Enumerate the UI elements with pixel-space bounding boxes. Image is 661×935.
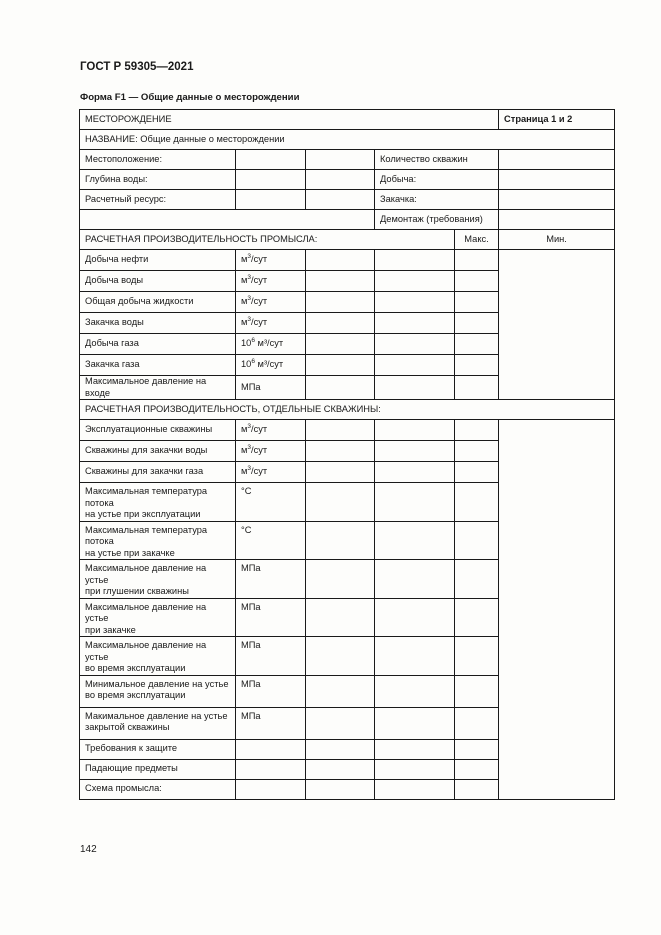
value-cell[interactable] — [306, 376, 375, 400]
location-label: Местоположение: — [80, 150, 236, 170]
unit-cell: МПа — [236, 598, 306, 637]
empty-cell — [80, 210, 375, 230]
value-cell[interactable] — [306, 292, 375, 313]
table-row — [80, 759, 615, 779]
unit-tail: /сут — [251, 317, 268, 328]
design-life-value-2[interactable] — [306, 190, 375, 210]
production-value[interactable] — [499, 170, 615, 190]
unit-cell — [236, 313, 306, 334]
max-value-cell[interactable] — [375, 441, 455, 462]
unit-base: МПа — [241, 381, 261, 392]
max-value-cell[interactable] — [375, 759, 455, 779]
parameter-label-line2: на устье при эксплуатации — [85, 509, 201, 519]
section-header-row — [80, 400, 615, 420]
general-row — [80, 210, 615, 230]
max-value-cell[interactable] — [375, 521, 455, 560]
max-value-cell[interactable] — [375, 271, 455, 292]
unit-cell — [236, 420, 306, 441]
value-cell[interactable] — [306, 313, 375, 334]
unit-cell — [236, 250, 306, 271]
value-cell[interactable] — [306, 779, 375, 799]
value-cell[interactable] — [306, 355, 375, 376]
unit-base: м — [241, 254, 248, 265]
value-cell[interactable] — [306, 598, 375, 637]
max-value-cell[interactable] — [375, 675, 455, 707]
unit-cell: МПа — [236, 675, 306, 707]
name-row — [80, 130, 615, 150]
unit-cell — [236, 462, 306, 483]
section1-max: Макс. — [455, 230, 499, 250]
section1-min: Мин. — [499, 230, 615, 250]
section2-title: РАСЧЕТНАЯ ПРОИЗВОДИТЕЛЬНОСТЬ, ОТДЕЛЬНЫЕ СКВАЖИНЫ: — [80, 400, 615, 420]
value-cell[interactable] — [306, 707, 375, 739]
value-cell[interactable] — [306, 483, 375, 522]
max-value-cell[interactable] — [375, 707, 455, 739]
min-value-cell[interactable] — [455, 376, 499, 400]
parameter-label — [80, 675, 236, 707]
table-row — [80, 441, 615, 462]
unit-cell — [236, 271, 306, 292]
parameter-label — [80, 598, 236, 637]
max-value-cell[interactable] — [375, 313, 455, 334]
value-cell[interactable] — [306, 739, 375, 759]
unit-cell: °C — [236, 521, 306, 560]
min-value-cell[interactable] — [455, 334, 499, 355]
unit-tail: /сут — [251, 296, 268, 307]
parameter-label: Скважины для закачки газа — [80, 462, 236, 483]
min-value-cell[interactable] — [455, 598, 499, 637]
unit-cell: МПа — [236, 560, 306, 599]
location-value-2[interactable] — [306, 150, 375, 170]
unit-base: м — [241, 424, 248, 435]
parameter-label — [80, 483, 236, 522]
unit-tail: /сут — [251, 275, 268, 286]
page-number: 142 — [80, 844, 97, 855]
table-row — [80, 250, 615, 271]
parameter-label: Закачка воды — [80, 313, 236, 334]
table-row — [80, 598, 615, 637]
page-label: Страница 1 и 2 — [499, 110, 615, 130]
max-value-cell[interactable] — [375, 739, 455, 759]
value-cell[interactable] — [306, 250, 375, 271]
unit-cell — [236, 441, 306, 462]
unit-base: 10 — [241, 359, 252, 370]
unit-superscript: 3 — [247, 295, 252, 303]
unit-tail: м³/сут — [254, 359, 284, 370]
parameter-label-line2: во время эксплуатации — [85, 690, 186, 700]
parameter-label-line2: закрытой скважины — [85, 722, 170, 732]
max-value-cell[interactable] — [375, 355, 455, 376]
water-depth-value-2[interactable] — [306, 170, 375, 190]
max-value-cell[interactable] — [375, 637, 455, 676]
max-value-cell[interactable] — [375, 250, 455, 271]
unit-superscript: 3 — [247, 423, 252, 431]
section-header-row — [80, 230, 615, 250]
table-row — [80, 739, 615, 759]
parameter-label-line2: при закачке — [85, 624, 136, 635]
parameter-label: Добыча нефти — [80, 250, 236, 271]
unit-base: м — [241, 466, 248, 477]
unit-superscript: 6 — [251, 358, 255, 366]
table-row — [80, 334, 615, 355]
min-value-cell[interactable] — [455, 739, 499, 759]
max-value-cell[interactable] — [375, 292, 455, 313]
unit-base: м — [241, 317, 248, 328]
parameter-label-line1: Максимальная температура потока — [85, 524, 208, 546]
min-value-cell[interactable] — [455, 271, 499, 292]
value-cell[interactable] — [306, 521, 375, 560]
min-value-cell[interactable] — [455, 675, 499, 707]
parameter-label-line2: во время эксплуатации — [85, 663, 186, 673]
unit-cell — [236, 759, 306, 779]
value-cell[interactable] — [306, 334, 375, 355]
unit-superscript: 6 — [251, 337, 255, 345]
form-table — [79, 109, 615, 800]
min-value-cell[interactable] — [455, 462, 499, 483]
table-row — [80, 376, 615, 400]
parameter-label: Закачка газа — [80, 355, 236, 376]
injection-value[interactable] — [499, 190, 615, 210]
table-row — [80, 462, 615, 483]
field-label: МЕСТОРОЖДЕНИЕ — [80, 110, 499, 130]
unit-cell — [236, 292, 306, 313]
parameter-label-line1: Максимальное давление на устье — [85, 601, 207, 623]
table-row — [80, 355, 615, 376]
injection-label: Закачка: — [375, 190, 499, 210]
value-cell[interactable] — [306, 759, 375, 779]
name-label: НАЗВАНИЕ: Общие данные о месторождении — [80, 130, 615, 150]
unit-cell — [236, 739, 306, 759]
table-row — [80, 560, 615, 599]
value-cell[interactable] — [306, 420, 375, 441]
unit-superscript: 3 — [247, 444, 252, 452]
max-value-cell[interactable] — [375, 598, 455, 637]
unit-tail: м³/сут — [254, 338, 284, 349]
max-value-cell[interactable] — [375, 462, 455, 483]
table-row — [80, 292, 615, 313]
min-value-cell[interactable] — [455, 483, 499, 522]
parameter-label — [80, 637, 236, 676]
table-row — [80, 420, 615, 441]
unit-tail: /сут — [251, 466, 268, 477]
field-row — [80, 110, 615, 130]
unit-base: 10 — [241, 338, 252, 349]
max-value-cell[interactable] — [375, 420, 455, 441]
water-depth-label: Глубина воды: — [80, 170, 236, 190]
parameter-label: Скважины для закачки воды — [80, 441, 236, 462]
table-row — [80, 313, 615, 334]
min-value-cell[interactable] — [455, 441, 499, 462]
min-value-cell[interactable] — [455, 420, 499, 441]
parameter-label: Падающие предметы — [80, 759, 236, 779]
parameter-label: Эксплуатационные скважины — [80, 420, 236, 441]
parameter-label: Максимальное давление на входе — [80, 376, 236, 400]
min-value-cell[interactable] — [455, 521, 499, 560]
min-value-cell[interactable] — [455, 707, 499, 739]
parameter-label — [80, 521, 236, 560]
table-row — [80, 271, 615, 292]
unit-superscript: 3 — [247, 465, 252, 473]
unit-cell: °C — [236, 483, 306, 522]
design-life-label: Расчетный ресурс: — [80, 190, 236, 210]
parameter-label-line2: при глушении скважины — [85, 586, 189, 596]
parameter-label — [80, 707, 236, 739]
unit-base: м — [241, 445, 248, 456]
parameter-label: Добыча воды — [80, 271, 236, 292]
max-value-cell[interactable] — [375, 560, 455, 599]
value-cell[interactable] — [306, 637, 375, 676]
value-cell[interactable] — [306, 462, 375, 483]
unit-tail: /сут — [251, 445, 268, 456]
unit-cell — [236, 355, 306, 376]
max-value-cell[interactable] — [375, 334, 455, 355]
parameter-label-line1: Максимальное давление на устье — [85, 563, 207, 585]
parameter-label: Добыча газа — [80, 334, 236, 355]
table-row — [80, 779, 615, 799]
table-row — [80, 521, 615, 560]
unit-base: м — [241, 275, 248, 286]
value-cell[interactable] — [306, 271, 375, 292]
form-caption: Форма F1 — Общие данные о месторождении — [80, 92, 300, 103]
standard-header: ГОСТ Р 59305—2021 — [80, 61, 194, 73]
table-row — [80, 483, 615, 522]
min-value-cell[interactable] — [455, 355, 499, 376]
unit-tail: /сут — [251, 424, 268, 435]
min-value-cell[interactable] — [455, 250, 499, 271]
water-depth-value[interactable] — [236, 170, 306, 190]
unit-superscript: 3 — [247, 274, 252, 282]
parameter-label: Схема промысла: — [80, 779, 236, 799]
general-row — [80, 170, 615, 190]
table-row — [80, 675, 615, 707]
value-cell[interactable] — [306, 441, 375, 462]
unit-cell: МПа — [236, 637, 306, 676]
value-cell[interactable] — [306, 675, 375, 707]
section1-title: РАСЧЕТНАЯ ПРОИЗВОДИТЕЛЬНОСТЬ ПРОМЫСЛА: — [80, 230, 455, 250]
well-count-label: Количество скважин — [375, 150, 499, 170]
parameter-label-line1: Максимальная температура потока — [85, 486, 208, 508]
min-value-cell[interactable] — [455, 560, 499, 599]
unit-cell — [236, 779, 306, 799]
min-value-cell[interactable] — [455, 759, 499, 779]
min-value-cell[interactable] — [455, 637, 499, 676]
parameter-label-line2: на устье при закачке — [85, 547, 175, 558]
parameter-label: Требования к защите — [80, 739, 236, 759]
unit-superscript: 3 — [247, 316, 252, 324]
parameter-label-line1: Максимальное давление на устье — [85, 640, 207, 662]
max-value-cell[interactable] — [375, 483, 455, 522]
parameter-label-line1: Минимальное давление на устье — [85, 678, 229, 689]
parameter-label — [80, 560, 236, 599]
general-row — [80, 190, 615, 210]
general-row — [80, 150, 615, 170]
unit-cell — [236, 334, 306, 355]
decommissioning-label: Демонтаж (требования) — [375, 210, 499, 230]
value-cell[interactable] — [306, 560, 375, 599]
max-value-cell[interactable] — [375, 779, 455, 799]
min-value-cell[interactable] — [455, 313, 499, 334]
parameter-label: Общая добыча жидкости — [80, 292, 236, 313]
max-value-cell[interactable] — [375, 376, 455, 400]
well-count-value[interactable] — [499, 150, 615, 170]
min-value-cell[interactable] — [455, 292, 499, 313]
min-value-cell[interactable] — [455, 779, 499, 799]
unit-tail: /сут — [251, 254, 268, 265]
parameter-label-line1: Макимальное давление на устье — [85, 710, 228, 721]
design-life-value[interactable] — [236, 190, 306, 210]
table-row — [80, 637, 615, 676]
unit-superscript: 3 — [247, 253, 252, 261]
unit-cell — [236, 376, 306, 400]
unit-base: м — [241, 296, 248, 307]
table-row — [80, 707, 615, 739]
unit-cell: МПа — [236, 707, 306, 739]
production-label: Добыча: — [375, 170, 499, 190]
location-value[interactable] — [236, 150, 306, 170]
decommissioning-value[interactable] — [499, 210, 615, 230]
